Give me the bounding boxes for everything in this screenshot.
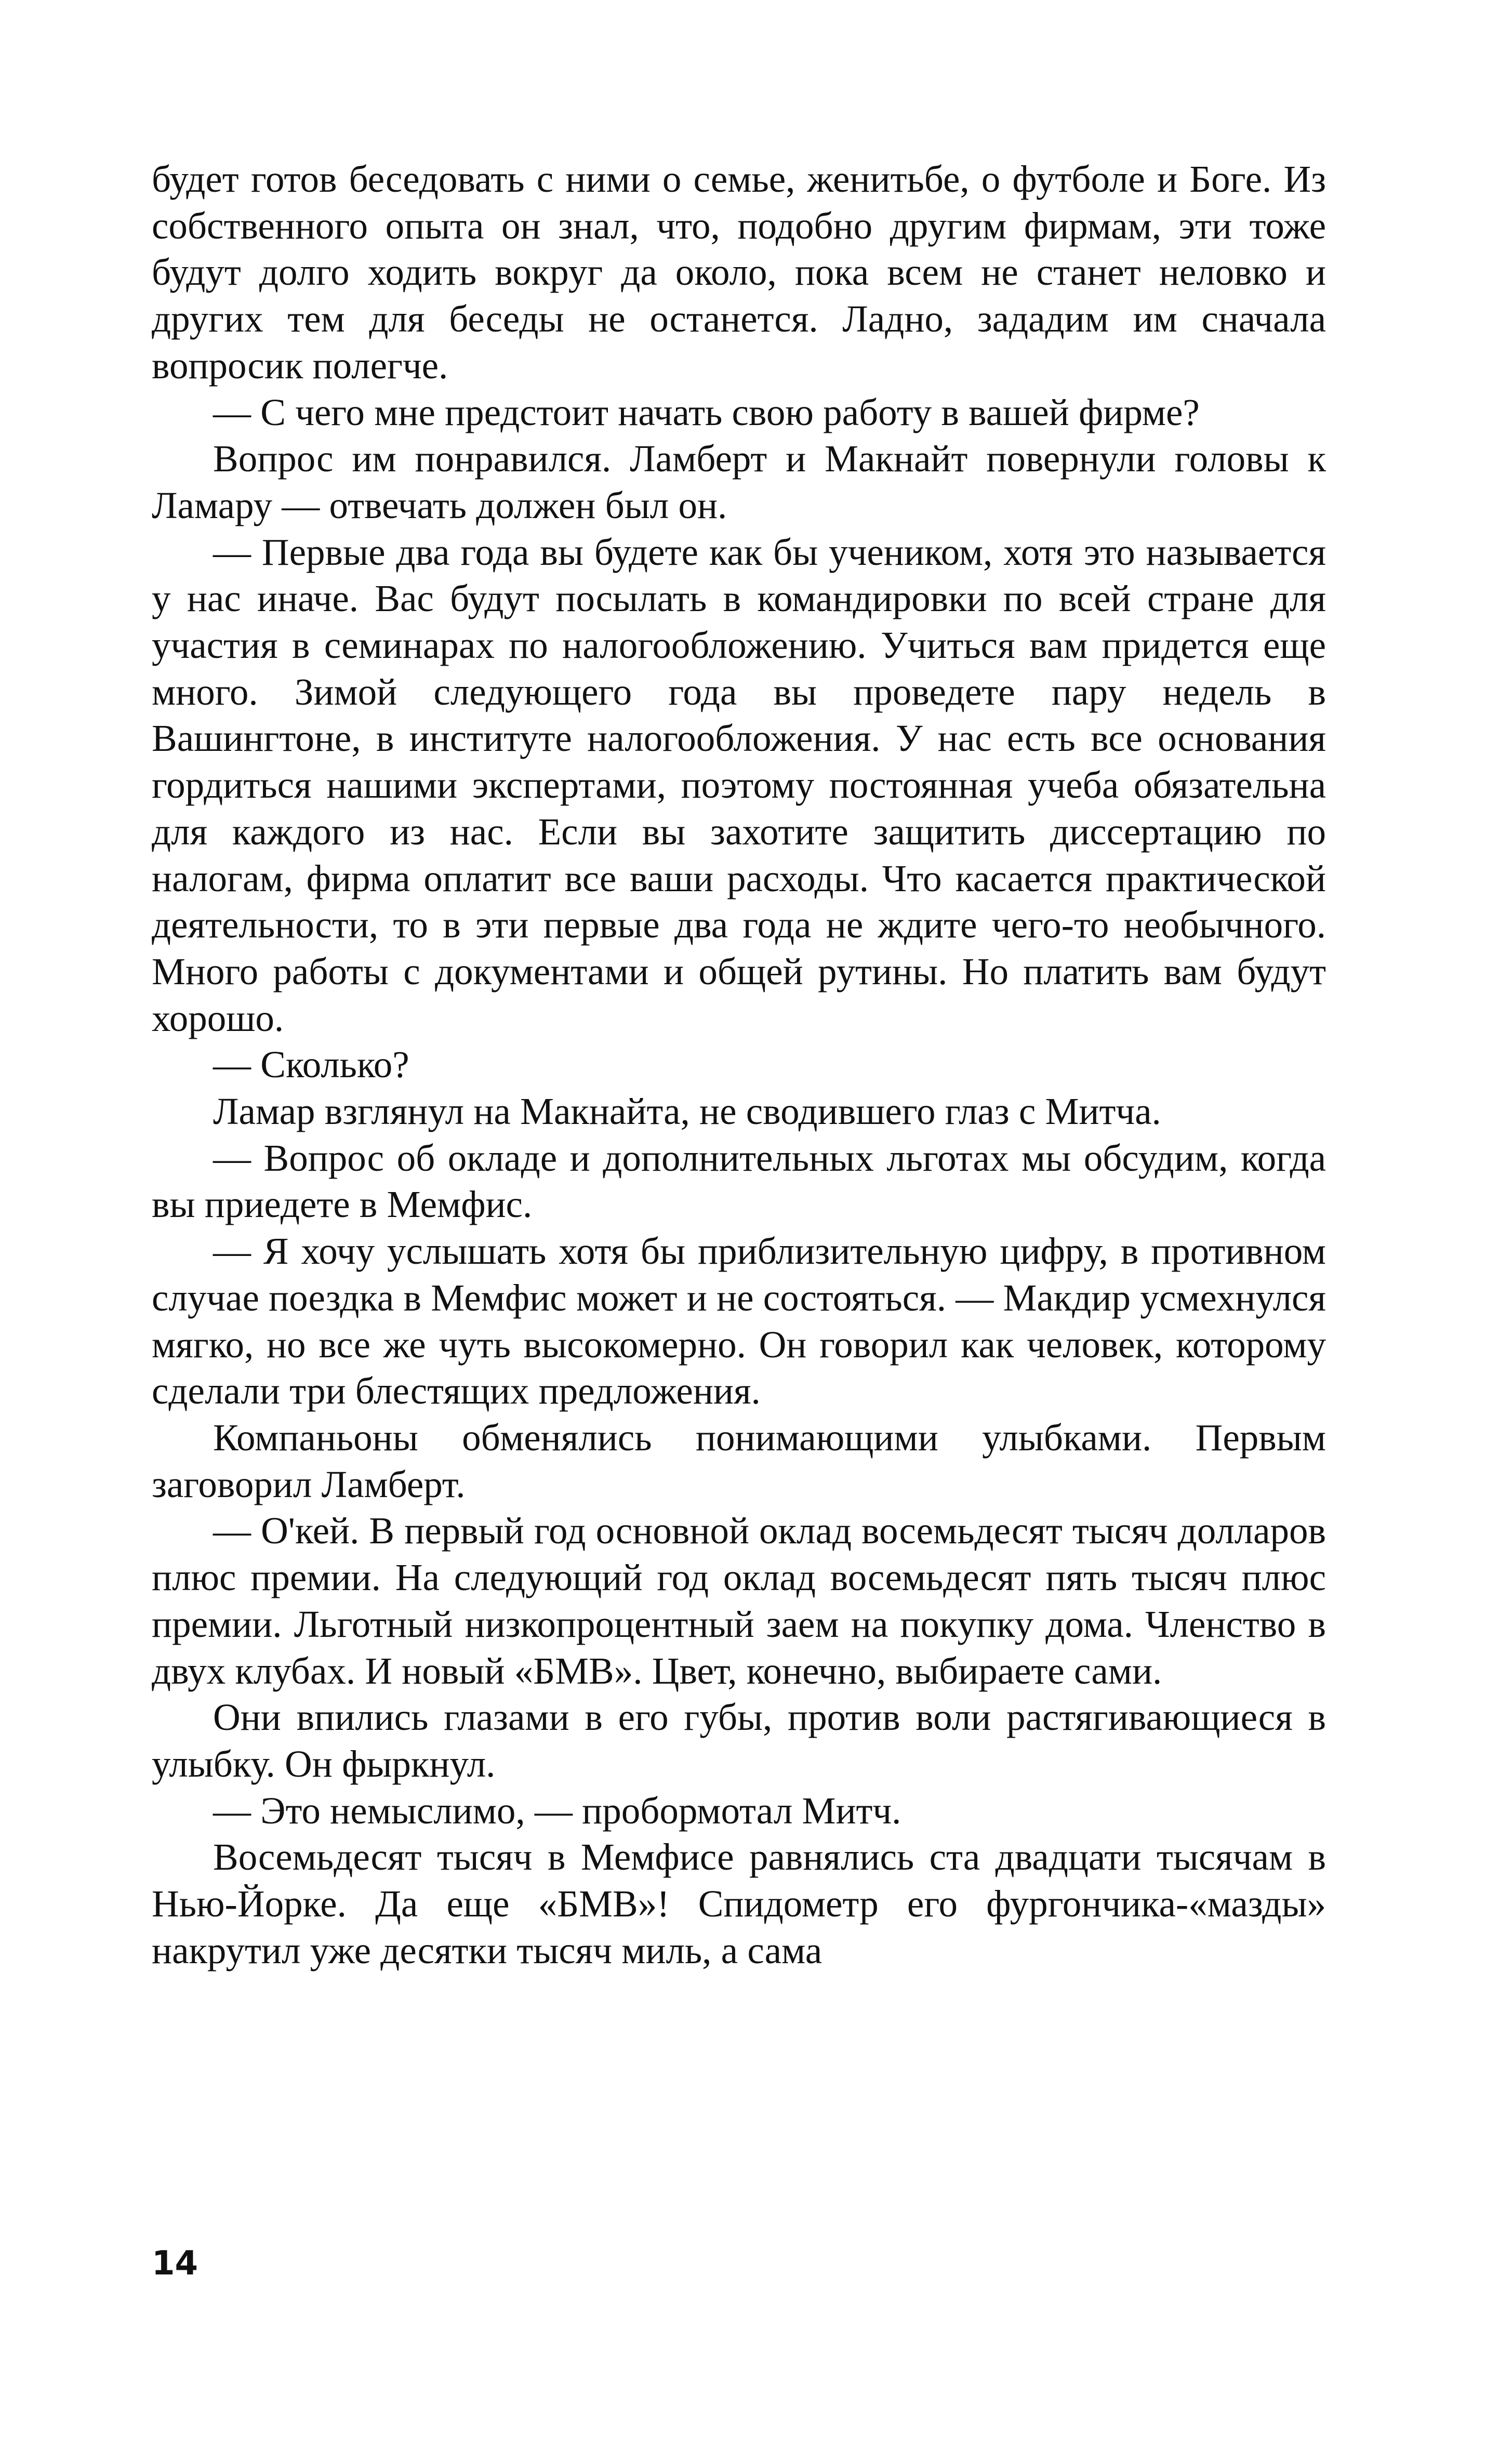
paragraph-10: — О'кей. В первый год основной оклад восемьдесят тысяч долларов плюс премии. На следующий год оклад восемьдесят пять тысяч плюс премии. Льготный низкопроцентный заем на покупку дома. Членство в двух клубах. И новый «БМВ». Цвет, конечно, выбираете сами. <box>152 1510 1326 1692</box>
paragraph-2: — С чего мне предстоит начать свою работу в вашей фирме? <box>213 391 1200 433</box>
paragraph-12: — Это немыслимо, — пробормотал Митч. <box>213 1789 901 1832</box>
paragraph-6: Ламар взглянул на Макнайта, не сводившего глаз с Митча. <box>213 1090 1161 1133</box>
paragraph-9: Компаньоны обменялись понимающими улыбками. Первым заговорил Ламберт. <box>152 1416 1326 1505</box>
paragraph-1: будет готов беседовать с ними о семье, женитьбе, о футболе и Боге. Из собственного опыта он знал, что, подобно другим фирмам, эти тоже будут долго ходить вокруг да около, пока всем не станет неловко и других тем для беседы не останется. Ладно, зададим им сначала вопросик полегче. <box>152 158 1326 387</box>
paragraph-7: — Вопрос об окладе и дополнительных льготах мы обсудим, когда вы приедете в Мемфис. <box>152 1136 1326 1226</box>
paragraph-8: — Я хочу услышать хотя бы приблизительную цифру, в противном случае поездка в Мемфис может и не состояться. — Макдир усмехнулся мягко, но все же чуть высокомерно. Он говорил как человек, которому сделали три блестящих предложения. <box>152 1230 1326 1412</box>
paragraph-13: Восемьдесят тысяч в Мемфисе равнялись ста двадцати тысячам в Нью-Йорке. Да еще «БМВ»! Спидометр его фургончика-«мазды» накрутил уже десятки тысяч миль, а сама <box>152 1836 1326 1972</box>
paragraph-3: Вопрос им понравился. Ламберт и Макнайт повернули головы к Ламару — отвечать должен был он. <box>152 438 1326 526</box>
body-text <box>152 156 1326 1974</box>
page-number: 14 <box>152 2244 198 2283</box>
paragraph-11: Они впились глазами в его губы, против воли растягивающиеся в улыбку. Он фыркнул. <box>152 1696 1326 1785</box>
paragraph-4: — Первые два года вы будете как бы учеником, хотя это называется у нас иначе. Вас будут посылать в командировки по всей стране для участия в семинарах по налогообложению. Учиться вам придется еще много. Зимой следующего года вы проведете пару недель в Вашингтоне, в институте налогообложения. У нас есть все основания гордиться нашими экспертами, поэтому постоянная учеба обязательна для каждого из нас. Если вы захотите защитить диссертацию по налогам, фирма оплатит все ваши расходы. Что касается практической деятельности, то в эти первые два года не ждите чего-то необычного. Много работы с документами и общей рутины. Но платить вам будут хорошо. <box>152 531 1326 1039</box>
paragraph-5: — Сколько? <box>213 1043 409 1086</box>
